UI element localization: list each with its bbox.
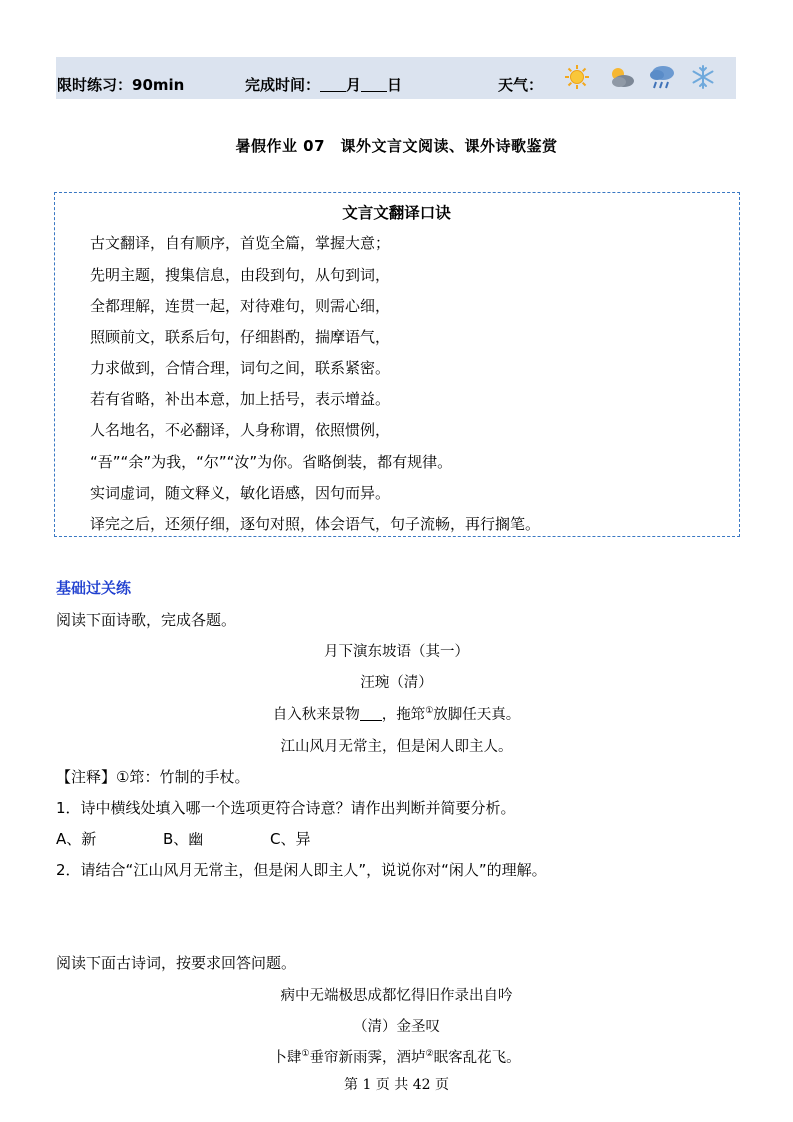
section2-intro: 阅读下面古诗词，按要求回答问题。 xyxy=(56,954,297,972)
question-1: 1．诗中横线处填入哪一个选项更符合诗意？请作出判断并简要分析。 xyxy=(56,799,516,817)
page-footer: 第 1 页 共 42 页 xyxy=(344,1077,449,1093)
tip-line: 人名地名，不必翻译，人身称谓，依照惯例， xyxy=(90,421,391,439)
poem2-author: （清）金圣叹 xyxy=(353,1019,440,1035)
completion-time-label: 完成时间： xyxy=(245,76,321,94)
rain-icon xyxy=(648,64,676,90)
tip-line: 若有省略，补出本意，加上括号，表示增益。 xyxy=(90,390,391,408)
option-a: A、新 xyxy=(56,830,97,848)
question-2: 2．请结合“江山风月无常主，但是闲人即主人”，说说你对“闲人”的理解。 xyxy=(56,861,547,879)
time-limit-label: 限时练习：90min xyxy=(57,76,185,94)
completion-time xyxy=(245,74,402,95)
poem1-author: 汪琬（清） xyxy=(360,675,433,691)
tip-line: 译完之后，还须仔细，逐句对照，体会语气，句子流畅，再行搁笔。 xyxy=(90,515,541,533)
tip-line: 古文翻译，自有顺序，首览全篇，掌握大意； xyxy=(90,234,391,252)
month-label: 月 xyxy=(346,76,362,94)
tip-box-title: 文言文翻译口诀 xyxy=(342,204,451,222)
month-blank xyxy=(320,77,346,92)
section1-intro: 阅读下面诗歌，完成各题。 xyxy=(56,611,237,629)
poem1-line1: 自入秋来景物 ，拖筇①放脚任天真。 xyxy=(272,706,521,723)
tip-line: 全都理解，连贯一起，对待难句，则需心细， xyxy=(90,297,391,315)
poem1-title: 月下演东坡语（其一） xyxy=(324,644,469,660)
day-label: 日 xyxy=(387,76,403,94)
poem1-note: 【注释】①筇：竹制的手杖。 xyxy=(56,768,250,786)
option-c: C、异 xyxy=(270,830,311,848)
tip-line: “吾”“余”为我，“尔”“汝”为你。省略倒装，都有规律。 xyxy=(90,453,453,471)
weather-label: 天气： xyxy=(498,76,544,94)
sunny-icon xyxy=(564,64,590,90)
poem2-line1: 卜肆①垂帘新雨霁，酒垆②眠客乱花飞。 xyxy=(272,1049,521,1066)
tip-line: 力求做到，合情合理，词句之间，联系紧密。 xyxy=(90,359,391,377)
tip-line: 照顾前文，联系后句，仔细斟酌，揣摩语气， xyxy=(90,328,391,346)
answer-blank xyxy=(360,706,382,721)
day-blank xyxy=(361,77,387,92)
tip-line: 先明主题，搜集信息，由段到句，从句到词， xyxy=(90,266,391,284)
section-heading: 基础过关练 xyxy=(56,579,132,597)
poem1-line2: 江山风月无常主，但是闲人即主人。 xyxy=(280,739,513,755)
option-b: B、幽 xyxy=(163,830,204,848)
page-title: 暑假作业 07 课外文言文阅读、课外诗歌鉴赏 xyxy=(235,137,558,155)
poem2-title: 病中无端极思成都忆得旧作录出自吟 xyxy=(280,988,513,1004)
partly-cloudy-icon xyxy=(606,64,636,90)
snow-icon xyxy=(690,64,716,90)
tip-line: 实词虚词，随文释义，敏化语感，因句而异。 xyxy=(90,484,391,502)
